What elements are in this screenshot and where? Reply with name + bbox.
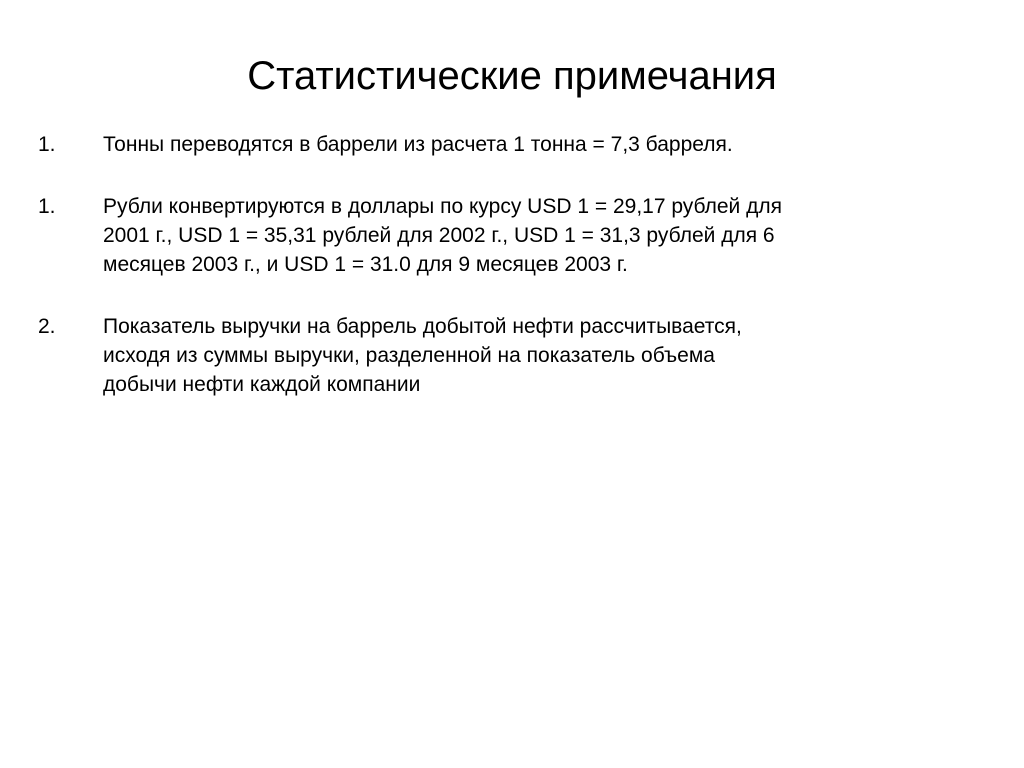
list-text: Тонны переводятся в баррели из расчета 1 тонна = 7,3 барреля.: [103, 133, 733, 156]
list-number: 1.: [38, 195, 56, 218]
list-text: Рубли конвертируются в доллары по курсу USD 1 = 29,17 рублей для 2001 г., USD 1 = 35,31 рублей для 2002 г., USD 1 = 31,3 рублей для 6 месяцев 2003 г., и USD 1 = 31.0 для 9 месяцев 2003 г.: [103, 195, 782, 276]
list-item: [38, 130, 978, 159]
list-text: Показатель выручки на баррель добытой нефти рассчитывается, исходя из суммы выручки, разделенной на показатель объема добычи нефти каждой компании: [103, 315, 742, 396]
list-number: 1.: [38, 133, 56, 156]
list-number: 2.: [38, 315, 56, 338]
list-item: [38, 312, 978, 399]
list-item: [38, 192, 978, 279]
page-title: Статистические примечания: [247, 54, 777, 98]
statistical-notes-list: [38, 130, 978, 432]
